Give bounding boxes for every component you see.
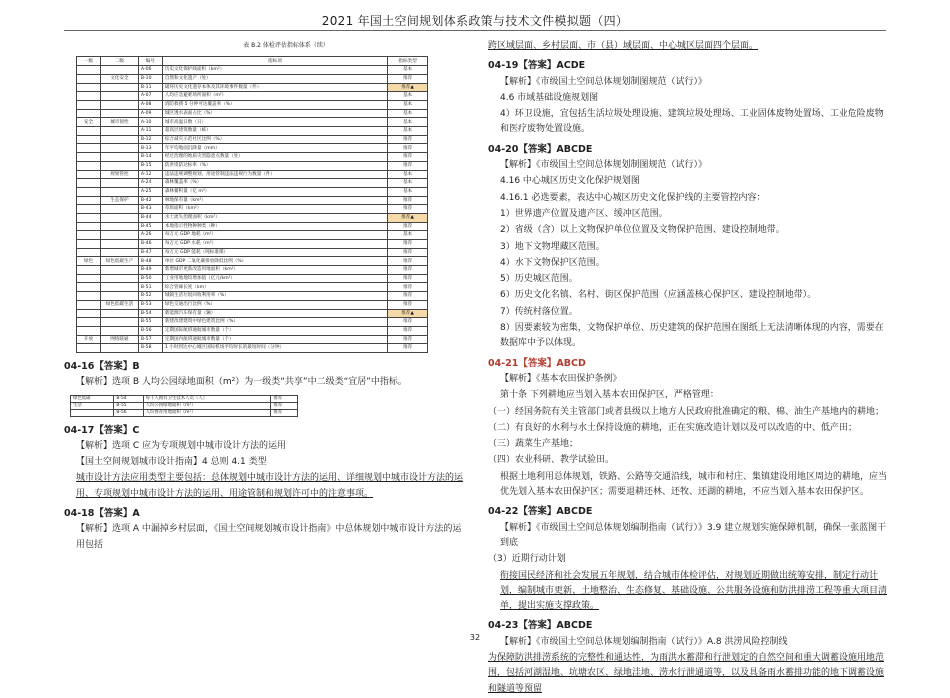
table-cell-type: 推荐 — [388, 283, 428, 292]
answer-heading-q18: 04-18【答案】A — [64, 508, 140, 520]
table-cell-type: 基本 — [388, 231, 428, 240]
table-row — [77, 161, 428, 170]
header-divider — [64, 30, 886, 31]
table-cell-code: A-12 — [138, 170, 162, 179]
list-item: 3）地下文物埋藏区范围。 — [500, 241, 605, 252]
body-q17: 城市设计方法应用类型主要包括：总体规划中城市设计方法的运用、详细规划中城市设计方法的运用、专项规划中城市设计方法的运用、用途管制和规划许可中的注意事项。 — [76, 473, 464, 499]
table-cell-l2 — [100, 266, 138, 275]
table-cell-code: A-11 — [138, 127, 162, 136]
table-cell-name: 单位 GDP 二氧化碳排放降低比例（%） — [162, 257, 387, 266]
table-cell-type: 基本 — [388, 187, 428, 196]
table-cell-l2: 城市韧性 — [100, 118, 138, 127]
mini-table-cell-code: B-55 — [114, 402, 143, 409]
table-cell-code: B-54 — [138, 309, 162, 318]
table-cell-l2: 网络联通 — [100, 335, 138, 344]
table-cell-code: B-55 — [138, 318, 162, 327]
table-cell-name: 1 小时到达中心城区国际机场平均时长的最短时间（分钟） — [162, 344, 387, 353]
table-cell-code: B-15 — [138, 161, 162, 170]
table-row — [77, 205, 428, 214]
table-cell-type: 推荐 — [388, 292, 428, 301]
table-cell-l1 — [77, 92, 101, 101]
table-cell-l1 — [77, 170, 101, 179]
table-cell-l1 — [77, 74, 101, 83]
table-row — [77, 335, 428, 344]
table-cell-l1 — [77, 83, 101, 92]
mini-table-cell-l2 — [71, 409, 114, 416]
table-cell-type: 推荐 — [388, 74, 428, 83]
table-cell-code: B-44 — [138, 213, 162, 222]
table-cell-l1 — [77, 205, 101, 214]
table-header-cell: 编号 — [138, 57, 162, 66]
table-cell-l1 — [77, 222, 101, 231]
table-row — [77, 309, 428, 318]
table-cell-name: 新能源汽车保有量（辆） — [162, 309, 387, 318]
table-row — [77, 66, 428, 75]
table-cell-l2: 生态保护 — [100, 196, 138, 205]
table-cell-l2 — [100, 127, 138, 136]
table-header-cell: 指标类型 — [388, 57, 428, 66]
table-cell-code: B-47 — [138, 248, 162, 257]
mini-table-cell-type: 推荐 — [271, 395, 298, 402]
table-row — [77, 344, 428, 353]
table-cell-l1 — [77, 318, 101, 327]
table-cell-l1 — [77, 274, 101, 283]
list-item: （三）蔬菜生产基地； — [488, 439, 579, 450]
table-cell-code: B-51 — [138, 283, 162, 292]
table-cell-code: A-26 — [138, 231, 162, 240]
answer-heading-q19: 04-19【答案】ACDE — [488, 60, 586, 72]
mini-table-row — [71, 402, 298, 409]
table-cell-type: 基本 — [388, 118, 428, 127]
table-row — [77, 326, 428, 335]
table-cell-l2 — [100, 83, 138, 92]
table-cell-type: 基本 — [388, 109, 428, 118]
mini-table-cell-type: 推荐 — [271, 402, 298, 409]
table-cell-name: 违法违规调整规划、用途管制违法违规行为数量（件） — [162, 170, 387, 179]
table-row — [77, 135, 428, 144]
table-cell-name: 每万元 GDP 水耗（m³） — [162, 240, 387, 249]
mini-table-row — [71, 395, 298, 402]
list-item: 6）历史文化名镇、名村、街区保护范围（应涵盖核心保护区、建设控制地带）。 — [500, 290, 817, 301]
table-cell-l1 — [77, 101, 101, 110]
list-item: 1）世界遗产位置及遗产区、缓冲区范围。 — [500, 208, 668, 219]
table-row — [77, 153, 428, 162]
explanation-q20: 【解析】《市级国土空间总体规划制图规范（试行）》 — [500, 160, 708, 171]
clause-q19: 4.6 市域基础设施规划图 — [500, 92, 599, 103]
table-cell-name: 历史文化保护线面积（km²） — [162, 66, 387, 75]
table-header-cell: 指标项 — [162, 57, 387, 66]
table-cell-l1 — [77, 135, 101, 144]
table-cell-code: B-13 — [138, 144, 162, 153]
table-cell-l2: 文化安全 — [100, 74, 138, 83]
table-cell-l1 — [77, 344, 101, 353]
left-column — [64, 38, 468, 554]
table-cell-l2: 绿色低碳生活 — [100, 300, 138, 309]
table-header-cell: 一级 — [77, 57, 101, 66]
table-row — [77, 179, 428, 188]
table-cell-name: 森林蓄积量（亿 m³） — [162, 187, 387, 196]
explanation-q17: 【解析】选项 C 应为专项规划中城市设计方法的运用 — [76, 440, 287, 451]
table-cell-type: 推荐 — [388, 205, 428, 214]
table-cell-l2: 规划管控 — [100, 170, 138, 179]
table-row — [77, 196, 428, 205]
answer-heading-q20: 04-20【答案】ABCDE — [488, 143, 593, 155]
table-cell-name: 年平均地面沉降量（mm） — [162, 144, 387, 153]
table-cell-type: 推荐 — [388, 196, 428, 205]
answer-heading-q17: 04-17【答案】C — [64, 424, 140, 436]
table-cell-l1 — [77, 231, 101, 240]
table-cell-l1 — [77, 300, 101, 309]
table-cell-l2 — [100, 144, 138, 153]
table-cell-code: B-11 — [138, 83, 162, 92]
table-cell-name: 城市高温日数（日） — [162, 118, 387, 127]
table-cell-l2 — [100, 248, 138, 257]
table-cell-code: B-45 — [138, 222, 162, 231]
mini-table-cell-name: 人均公园绿地面积（m²） — [143, 402, 271, 409]
table-cell-code: A-07 — [138, 92, 162, 101]
table-cell-l1 — [77, 240, 101, 249]
table-cell-l2 — [100, 292, 138, 301]
table-cell-type: 推荐 — [388, 344, 428, 353]
explanation-q19: 【解析】《市级国土空间总体规划制图规范（试行）》 — [500, 76, 708, 87]
table-cell-code: A-08 — [138, 101, 162, 110]
table-cell-name: 草原面积（km²） — [162, 205, 387, 214]
table-cell-code: B-49 — [138, 266, 162, 275]
table-cell-type: 推荐 — [388, 240, 428, 249]
table-cell-l1 — [77, 161, 101, 170]
table-row — [77, 127, 428, 136]
mini-table-cell-name: 人均体育用地面积（m²） — [143, 409, 271, 416]
table-cell-l2 — [100, 187, 138, 196]
table-cell-name: 城镇生活垃圾回收利用率（%） — [162, 292, 387, 301]
table-row — [77, 222, 428, 231]
table-cell-l1 — [77, 127, 101, 136]
explanation-q23: 【解析】《市级国土空间总体规划编制指南（试行）》A.8 洪涝风险控制线 — [500, 636, 788, 647]
table-cell-l2 — [100, 274, 138, 283]
list-item: 4）水下文物保护区范围。 — [500, 257, 605, 268]
table-cell-l1: 开放 — [77, 335, 101, 344]
table-cell-code: B-58 — [138, 344, 162, 353]
table-row — [77, 213, 428, 222]
table-cell-l1 — [77, 144, 101, 153]
table-row — [77, 292, 428, 301]
table-cell-type: 基本 — [388, 66, 428, 75]
body-q21: 根据土地利用总体规划，铁路、公路等交通沿线，城市和村庄、集镇建设用地区周边的耕地，应当优先划入基本农田保护区；需要退耕还林、还牧、还湖的耕地，不应当划入基本农田保护区。 — [500, 471, 888, 498]
table-cell-type: 基本 — [388, 127, 428, 136]
table-cell-l1 — [77, 309, 101, 318]
table-row — [77, 274, 428, 283]
body-q23: 为保障防洪排涝系统的完整性和通达性，为雨洪水蓄滞和行泄划定的自然空间和重大调蓄设施用地范围，包括河湖湿地、坑塘农区、绿地洼地、涝水行泄通道等，以及具备雨水蓄排功能的地下调蓄设施和隧道等预留 — [488, 652, 885, 694]
table-cell-code: B-48 — [138, 257, 162, 266]
list-item: 8）因要素较为密集，文物保护单位、历史建筑的保护范围在图纸上无法清晰体现的内容，需要在数据库中予以体现。 — [500, 323, 884, 349]
table-cell-l2 — [100, 66, 138, 75]
table-cell-type: 推荐▲ — [388, 83, 428, 92]
table-cell-l2 — [100, 109, 138, 118]
table-row — [77, 231, 428, 240]
table-cell-type: 基本 — [388, 179, 428, 188]
table-row — [77, 92, 428, 101]
table-cell-l2: 绿色低碳生产 — [100, 257, 138, 266]
table-cell-l1: 安全 — [77, 118, 101, 127]
list-item: 5）历史城区范围。 — [500, 274, 578, 285]
table-cell-type: 基本 — [388, 170, 428, 179]
table-cell-name: 水土流失治理面积（km²） — [162, 213, 387, 222]
table-cell-code: B-50 — [138, 274, 162, 283]
explanation-q22: 【解析】《市级国土空间总体规划编制指南（试行）》3.9 建立规划实施保障机制，确保一张蓝图干到底 — [500, 522, 887, 548]
table-cell-l1 — [77, 187, 101, 196]
table-cell-code: A-24 — [138, 179, 162, 188]
table-cell-name: 经过治理的地质灾害隐患点数量（处） — [162, 153, 387, 162]
mini-table-cell-l2: 生活 — [71, 402, 114, 409]
table-row — [77, 118, 428, 127]
table-cell-l1 — [77, 109, 101, 118]
table-cell-type: 推荐 — [388, 318, 428, 327]
table-row — [77, 318, 428, 327]
table-cell-name: 城区透水表面占比（%） — [162, 109, 387, 118]
table-cell-type: 推荐 — [388, 161, 428, 170]
table-row — [77, 109, 428, 118]
table-cell-l2 — [100, 205, 138, 214]
table-cell-type: 推荐 — [388, 135, 428, 144]
right-column — [488, 38, 888, 698]
table-row — [77, 283, 428, 292]
table-row — [77, 240, 428, 249]
table-cell-l2 — [100, 326, 138, 335]
answer-heading-q16: 04-16【答案】B — [64, 360, 140, 372]
table-cell-code: A-06 — [138, 66, 162, 75]
mini-table-cell-name: 每千人拥有卫生技术人员（人） — [143, 395, 271, 402]
table-row — [77, 266, 428, 275]
table-cell-type: 推荐▲ — [388, 213, 428, 222]
table-cell-code: A-25 — [138, 187, 162, 196]
table-cell-name: 本地指示性物种种类（种） — [162, 222, 387, 231]
table-cell-name: 森林覆盖率（%） — [162, 179, 387, 188]
table-row — [77, 248, 428, 257]
mini-table — [70, 395, 298, 417]
table-cell-l2 — [100, 344, 138, 353]
table-cell-code: B-10 — [138, 74, 162, 83]
list-item: 2）省级（含）以上文物保护单位位置及文物保护范围、建设控制地带。 — [500, 225, 785, 236]
table-cell-code: B-14 — [138, 153, 162, 162]
table-cell-type: 推荐 — [388, 144, 428, 153]
table-cell-l2 — [100, 309, 138, 318]
table-cell-type: 推荐 — [388, 326, 428, 335]
subclause-q20: 4.16.1 必选要素，表达中心城区历史文化保护线的主要管控内容： — [500, 192, 766, 203]
mini-table-cell-l2: 绿色低碳 — [71, 395, 114, 402]
table-cell-code: B-43 — [138, 205, 162, 214]
table-cell-l1: 绿色 — [77, 257, 101, 266]
table-cell-l1 — [77, 283, 101, 292]
table-cell-name: 新增城市更新改造用地面积（km²） — [162, 266, 387, 275]
table-row — [77, 74, 428, 83]
table-cell-l1 — [77, 248, 101, 257]
mini-table-cell-type: 推荐 — [271, 409, 298, 416]
table-cell-l2 — [100, 153, 138, 162]
table-cell-l2 — [100, 318, 138, 327]
table-cell-name: 每万元 GDP 地耗（m²） — [162, 231, 387, 240]
reference-q17: 【国土空间规划城市设计指南】4 总则 4.1 类型 — [76, 457, 267, 468]
mini-table-cell-code: B-54 — [114, 395, 143, 402]
answer-heading-q22: 04-22【答案】ABCDE — [488, 506, 593, 518]
table-cell-l2 — [100, 240, 138, 249]
mini-table-row — [71, 409, 298, 416]
continuation-text: 跨区域层面、乡村层面、市（县）域层面、中心城区层面四个层面。 — [488, 41, 759, 51]
table-cell-l2 — [100, 135, 138, 144]
table-cell-name: 防洪堤防达标率（%） — [162, 161, 387, 170]
table-row — [77, 83, 428, 92]
table-cell-name: 绿色交通出行比例（%） — [162, 300, 387, 309]
table-cell-name: 工业用地地均增加值（亿元/km²） — [162, 274, 387, 283]
table-cell-l1 — [77, 196, 101, 205]
table-cell-code: B-52 — [138, 292, 162, 301]
table-cell-l1 — [77, 179, 101, 188]
table-header-cell: 二级 — [100, 57, 138, 66]
table-cell-l2 — [100, 161, 138, 170]
table-cell-l2 — [100, 231, 138, 240]
table-cell-name: 破坏历史文化遗存本体及其环境事件数量（件） — [162, 83, 387, 92]
table-cell-name: 超高层建筑数量（栋） — [162, 127, 387, 136]
explanation-q21: 【解析】《基本农田保护条例》 — [500, 373, 622, 384]
table-cell-type: 推荐 — [388, 248, 428, 257]
table-cell-l1 — [77, 213, 101, 222]
table-cell-type: 推荐 — [388, 266, 428, 275]
table-cell-type: 推荐 — [388, 274, 428, 283]
clause-q20: 4.16 中心城区历史文化保护规划图 — [500, 176, 640, 187]
table-cell-l2 — [100, 101, 138, 110]
table-cell-type: 推荐 — [388, 222, 428, 231]
table-cell-name: 每万元 GDP 能耗（吨标准煤） — [162, 248, 387, 257]
table-cell-name: 林地保有量（km²） — [162, 196, 387, 205]
table-cell-code: A-10 — [138, 118, 162, 127]
table-cell-type: 推荐 — [388, 257, 428, 266]
table-cell-name: 综合减灾示范社区比例（%） — [162, 135, 387, 144]
table-cell-code: A-09 — [138, 109, 162, 118]
table-cell-type: 推荐 — [388, 153, 428, 162]
page-header: 2021 年国土空间规划体系政策与技术文件模拟题（四） — [321, 14, 629, 28]
table-cell-name: 新建改建建筑中绿色建筑比例（%） — [162, 318, 387, 327]
table-cell-type: 推荐 — [388, 300, 428, 309]
list-item: （四）农业科研、教学试验田。 — [488, 455, 615, 466]
table-row — [77, 144, 428, 153]
table-cell-l2 — [100, 92, 138, 101]
table-cell-l2 — [100, 213, 138, 222]
body-q19: 4）环卫设施，宜包括生活垃圾处理设施、建筑垃圾处理场、工业固体废物处置场、工业危险废物和医疗废物处置设施。 — [500, 109, 884, 135]
list-item: （二）有良好的水利与水土保持设施的耕地，正在实施改造计划以及可以改造的中、低产田； — [488, 422, 858, 433]
table-cell-l2 — [100, 179, 138, 188]
table-cell-l1 — [77, 326, 101, 335]
list-item: （一）经国务院有关主管部门或者县级以上地方人民政府批准确定的粮、棉、油生产基地内的耕地； — [488, 406, 885, 417]
table-cell-code: B-42 — [138, 196, 162, 205]
table-row — [77, 170, 428, 179]
table-cell-name: 消防救援 5 分钟可达覆盖率（%） — [162, 101, 387, 110]
indicator-table — [76, 56, 428, 353]
clause-q21: 第十条 下列耕地应当划入基本农田保护区，严格管理： — [500, 390, 719, 401]
table-cell-name: 定期国际航班通航城市数量（个） — [162, 326, 387, 335]
table-row — [77, 101, 428, 110]
table-cell-code: B-57 — [138, 335, 162, 344]
table-cell-code: B-12 — [138, 135, 162, 144]
clause-q22: （3）近期行动计划 — [488, 554, 566, 565]
table-title: 表 B.2 体检评估指标体系（续） — [243, 42, 329, 49]
table-cell-code: B-46 — [138, 240, 162, 249]
table-cell-l2 — [100, 222, 138, 231]
table-cell-type: 基本 — [388, 92, 428, 101]
table-row — [77, 300, 428, 309]
table-cell-name: 人均应急避难场所面积（m²） — [162, 92, 387, 101]
table-cell-name: 自然和文化遗产（处） — [162, 74, 387, 83]
table-cell-code: B-56 — [138, 326, 162, 335]
answer-heading-q23: 04-23【答案】ABCDE — [488, 620, 593, 632]
table-cell-type: 推荐 — [388, 335, 428, 344]
table-cell-l1 — [77, 292, 101, 301]
table-cell-name: 综合管廊长度（km） — [162, 283, 387, 292]
body-q22: 衔接国民经济和社会发展五年规划，结合城市体检评估，对规划近期做出统筹安排，制定行动计划，编制城市更新、土地整治、生态修复、基础设施、公共服务设施和防洪排涝工程等重大项目清单，提出实施支撑政策。 — [500, 570, 888, 612]
table-row — [77, 257, 428, 266]
table-cell-l1 — [77, 266, 101, 275]
table-cell-code: B-53 — [138, 300, 162, 309]
table-cell-l1 — [77, 66, 101, 75]
explanation-q16: 【解析】选项 B 人均公园绿地面积（m²）为一级类“共享”中二级类“宜居”中指标。 — [76, 377, 407, 388]
explanation-q18: 【解析】选项 A 中漏掉乡村层面，《国土空间规划城市设计指南》中总体规划中城市设计方法的运用包括 — [76, 524, 462, 550]
table-row — [77, 187, 428, 196]
table-cell-l2 — [100, 283, 138, 292]
table-cell-name: 定期国内航班通航城市数量（个） — [162, 335, 387, 344]
answer-heading-q21: 04-21【答案】ABCD — [488, 357, 586, 369]
list-item: 7）传统村落位置。 — [500, 306, 578, 317]
table-header-row — [77, 57, 428, 66]
table-cell-l1 — [77, 153, 101, 162]
page-number: 32 — [469, 633, 481, 642]
mini-table-cell-code: B-56 — [114, 409, 143, 416]
table-cell-type: 基本 — [388, 101, 428, 110]
table-cell-type: 推荐▲ — [388, 309, 428, 318]
